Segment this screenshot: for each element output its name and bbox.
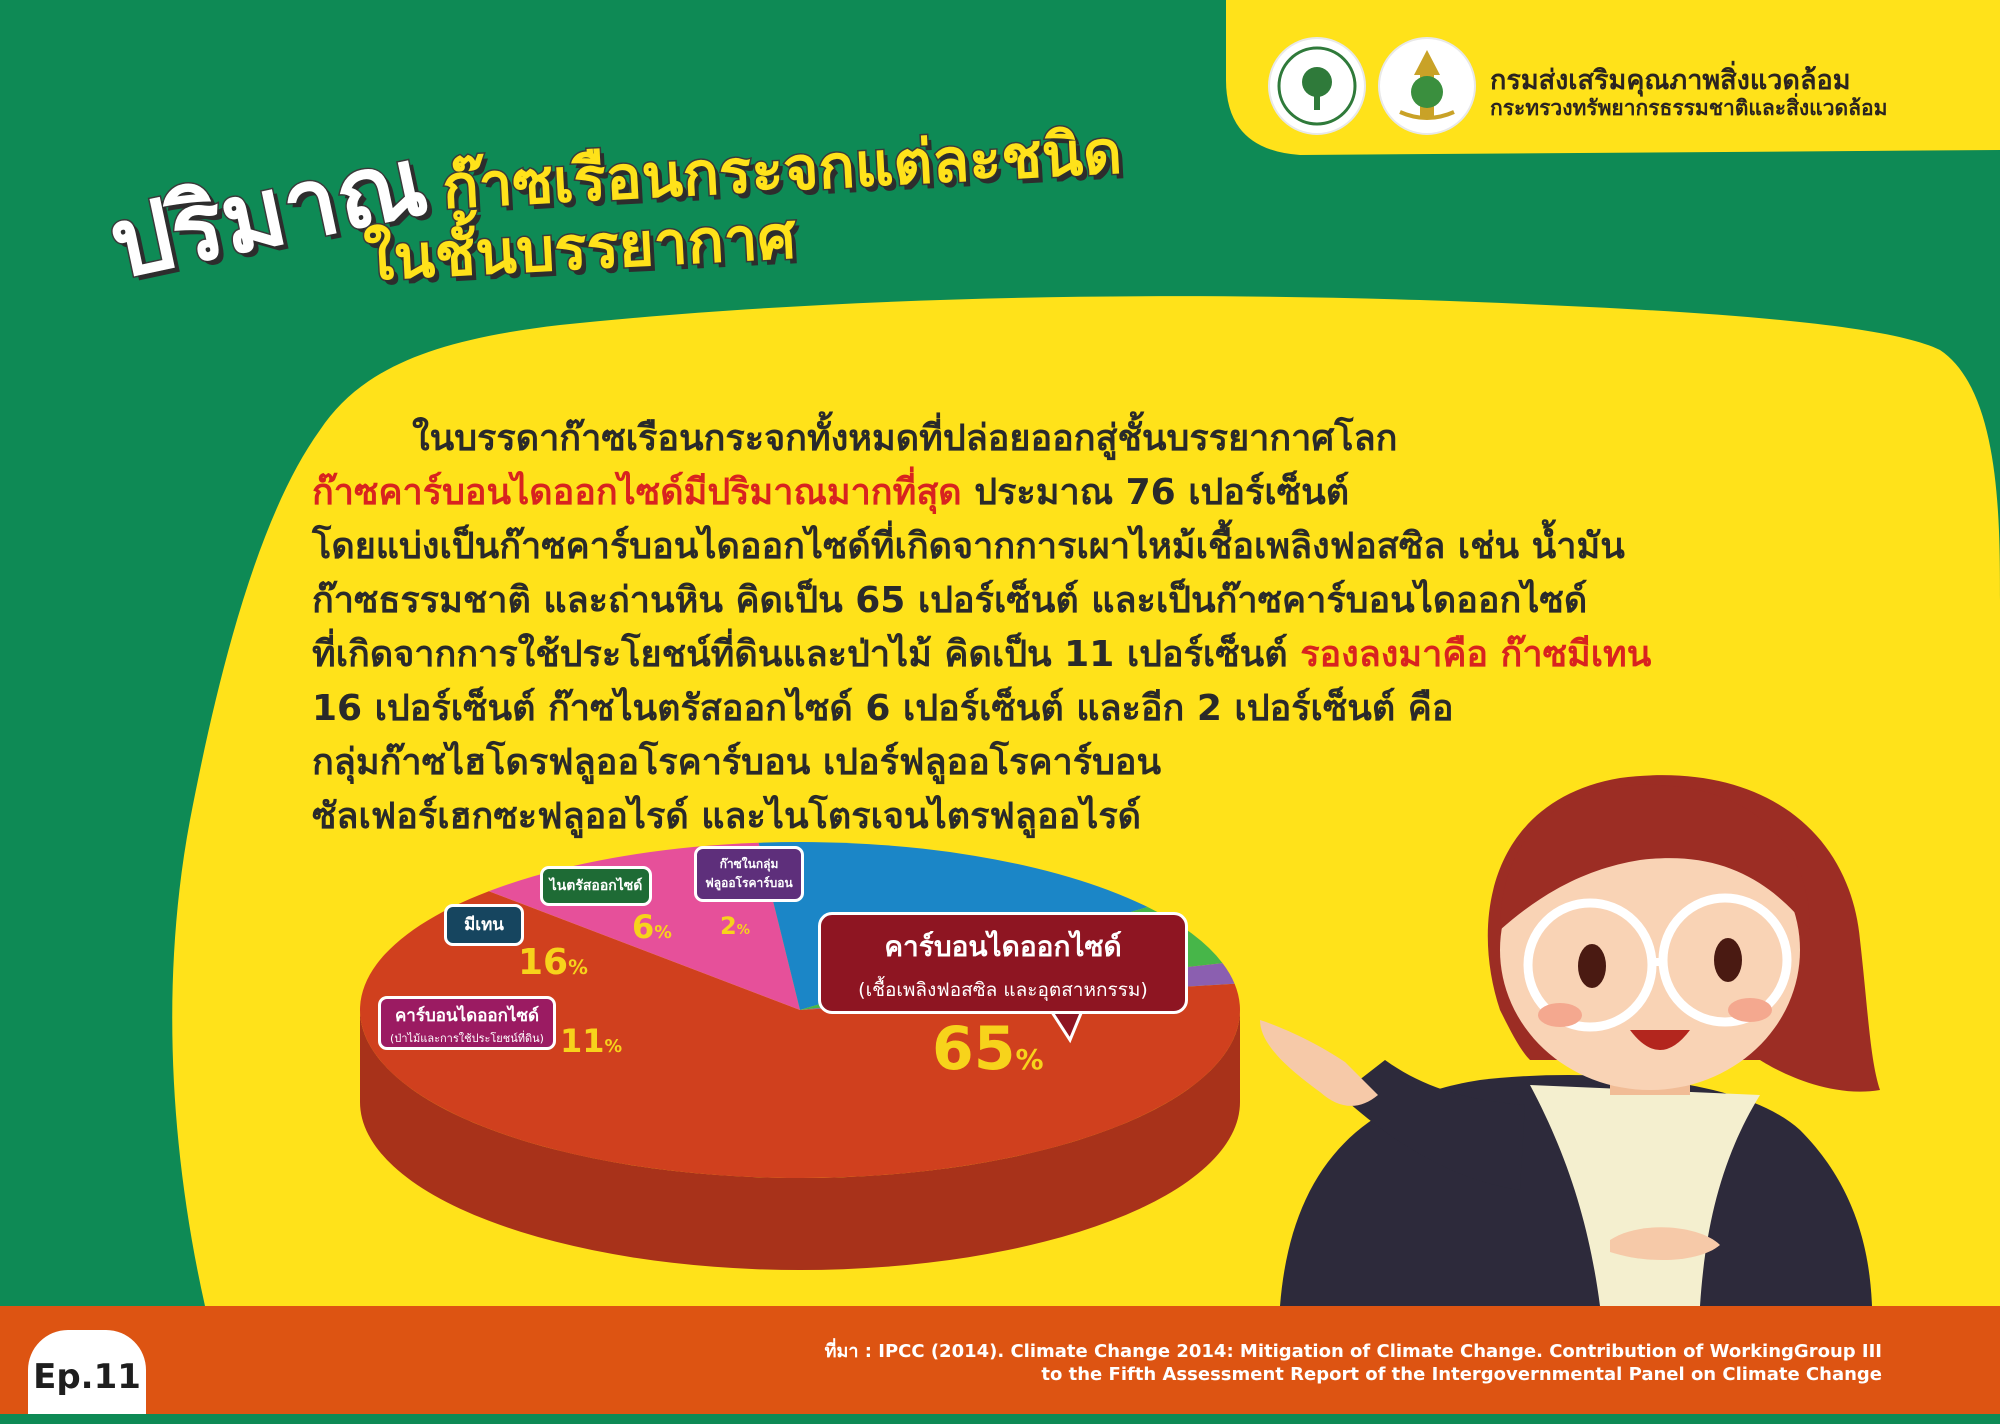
pct-sign: %: [568, 956, 588, 979]
pct-label-n2o: [632, 908, 672, 946]
callout-co2-land: [378, 996, 556, 1050]
pct-sign: %: [736, 923, 750, 938]
callout-co2-fossil: [818, 912, 1188, 1014]
pct-label-fgas: [720, 912, 750, 940]
source-citation-line1: ที่มา : IPCC (2014). Climate Change 2014: Mitigation of Climate Change. Contribution of WorkingGroup III: [824, 1341, 1882, 1362]
pct-value: 65: [932, 1014, 1016, 1084]
highlight-text: รองลงมาคือ ก๊าซมีเทน: [1300, 634, 1652, 675]
callout-title: คาร์บอนไดออกไซด์: [394, 1006, 540, 1026]
paragraph-line: [312, 466, 1822, 520]
callout-methane: มีเทน: [444, 904, 524, 946]
callout-subtitle: (ป่าไม้และการใช้ประโยชน์ที่ดิน): [390, 1032, 544, 1045]
callout-title: ก๊าซในกลุ่ม: [719, 857, 779, 871]
environmental-quality-seal-icon: [1269, 38, 1365, 134]
callout-subtitle: (เชื้อเพลิงฟอสซิล และอุตสาหกรรม): [858, 979, 1148, 1001]
pct-label-methane: [518, 942, 588, 983]
pct-value: 16: [518, 942, 569, 983]
source-citation-line2: to the Fifth Assessment Report of the Intergovernmental Panel on Climate Change: [1041, 1364, 1882, 1385]
pct-sign: %: [654, 923, 672, 943]
highlight-text: ก๊าซคาร์บอนไดออกไซด์มีปริมาณมากที่สุด: [312, 472, 962, 513]
page-title-part1: ปริมาณ: [100, 124, 436, 301]
pct-sign: %: [604, 1037, 623, 1057]
page-title-part2: ก๊าซเรือนกระจกแต่ละชนิด: [440, 117, 1124, 223]
callout-n2o: ไนตรัสออกไซด์: [540, 866, 652, 906]
paragraph-line: กลุ่มก๊าซไฮโดรฟลูออโรคาร์บอน เปอร์ฟลูออโรคาร์บอน: [312, 742, 1162, 783]
body-paragraph: [312, 412, 1822, 844]
org-name: กรมส่งเสริมคุณภาพสิ่งแวดล้อม: [1490, 65, 1851, 96]
ministry-emblem-icon: [1379, 38, 1475, 134]
pct-label-co2-land: [560, 1022, 622, 1060]
paragraph-line: ซัลเฟอร์เฮกซะฟลูออไรด์ และไนโตรเจนไตรฟลูออไรด์: [312, 796, 1142, 837]
callout-title: คาร์บอนไดออกไซด์: [884, 930, 1122, 963]
paragraph-text: ที่เกิดจากการใช้ประโยชน์ที่ดินและป่าไม้ คิดเป็น 11 เปอร์เซ็นต์: [312, 634, 1301, 675]
page-title-part3: ในชั้นบรรยากาศ: [362, 202, 798, 295]
paragraph-line: ก๊าซธรรมชาติ และถ่านหิน คิดเป็น 65 เปอร์เซ็นต์ และเป็นก๊าซคาร์บอนไดออกไซด์: [312, 580, 1588, 621]
pct-sign: %: [1015, 1043, 1044, 1076]
paragraph-line: ในบรรดาก๊าซเรือนกระจกทั้งหมดที่ปล่อยออกสู่ชั้นบรรยากาศโลก: [412, 418, 1398, 459]
episode-badge: Ep.11: [28, 1330, 146, 1414]
paragraph-text: ประมาณ 76 เปอร์เซ็นต์: [961, 472, 1350, 513]
paragraph-line: 16 เปอร์เซ็นต์ ก๊าซไนตรัสออกไซด์ 6 เปอร์เซ็นต์ และอีก 2 เปอร์เซ็นต์ คือ: [312, 688, 1454, 729]
pct-value: 6: [632, 908, 655, 946]
pct-label-co2-fossil: [932, 1014, 1044, 1084]
paragraph-line: โดยแบ่งเป็นก๊าซคาร์บอนไดออกไซด์ที่เกิดจากการเผาไหม้เชื้อเพลิงฟอสซิล เช่น น้ำมัน: [312, 526, 1625, 567]
paragraph-line: [312, 628, 1822, 682]
pct-value: 11: [560, 1022, 605, 1060]
pct-value: 2: [720, 912, 737, 940]
callout-fgas: [694, 846, 804, 902]
org-ministry: กระทรวงทรัพยากรธรรมชาติและสิ่งแวดล้อม: [1490, 96, 1888, 120]
callout-subtitle: ฟลูออโรคาร์บอน: [705, 876, 793, 890]
